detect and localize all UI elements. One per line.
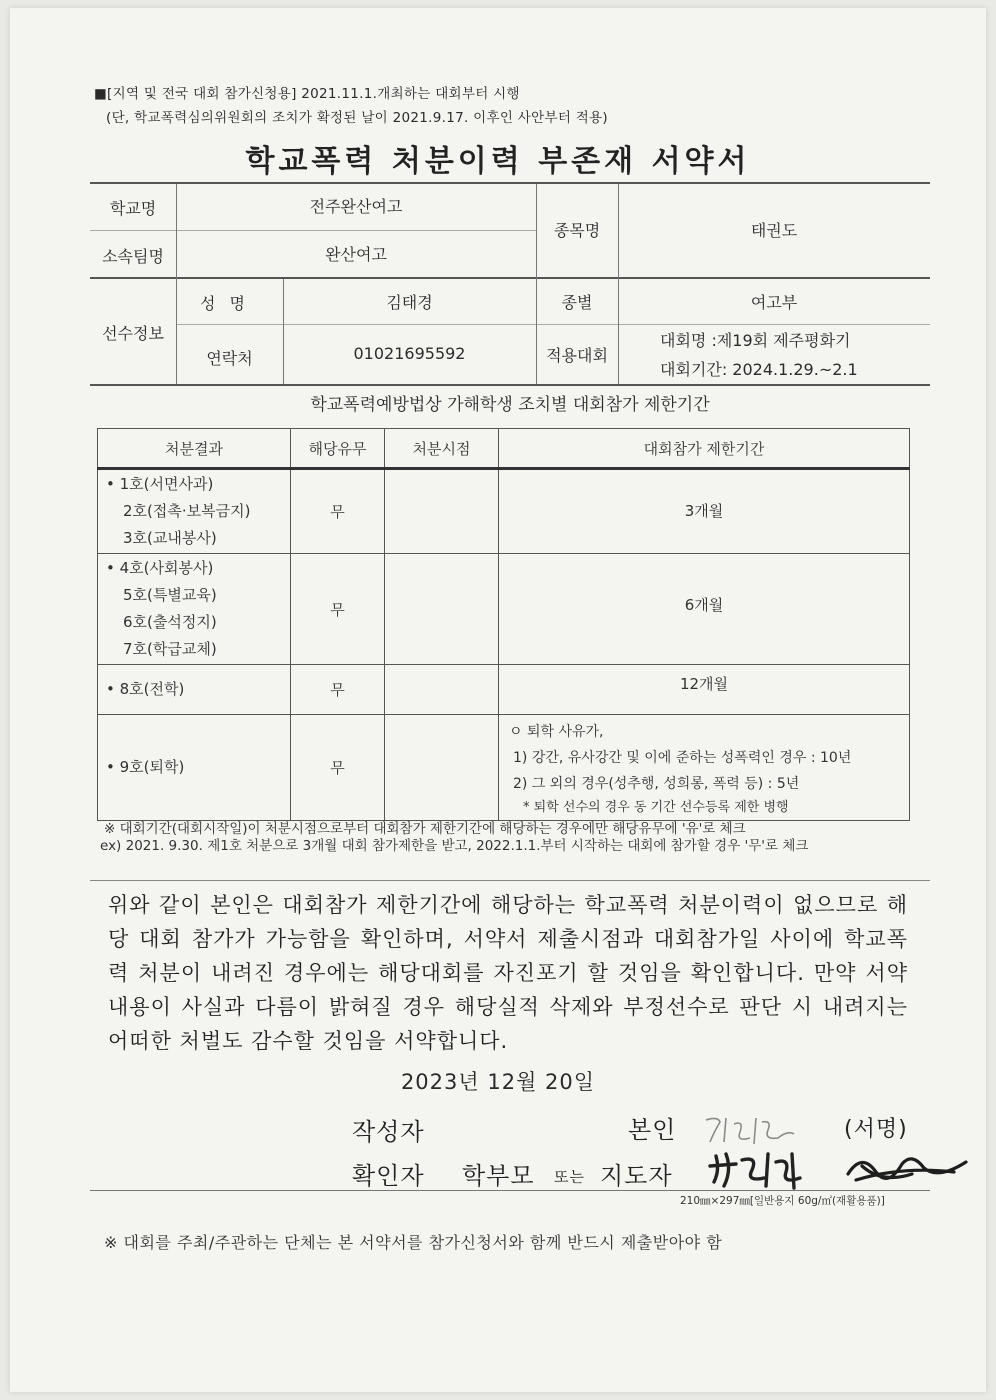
label-applied-event: 적용대회 bbox=[546, 346, 608, 365]
table-row bbox=[98, 554, 910, 665]
header-notice-line2: (단, 학교폭력심의위원회의 조치가 확정된 날이 2021.9.17. 이후인 사안부터 적용) bbox=[106, 110, 608, 126]
value-team: 완산여고 bbox=[325, 245, 387, 264]
label-contact: 연락처 bbox=[206, 349, 253, 368]
label-school: 학교명 bbox=[109, 199, 157, 218]
header-notice-line1: ■[지역 및 전국 대회 참가신청용] 2021.11.1.개최하는 대회부터 시행 bbox=[94, 86, 520, 102]
author-label: 작성자 bbox=[352, 1118, 425, 1146]
table-bottom-border bbox=[90, 384, 930, 386]
measure-cell: • 8호(전학) bbox=[98, 665, 291, 715]
row-divider bbox=[90, 230, 536, 231]
footnote-mark: ※ 대회기간(대회시작일)이 처분시점으로부터 대회참가 제한기간에 해당하는 경우에만 해당유무에 '유'로 체크 bbox=[104, 821, 746, 837]
self-label: 본인 bbox=[628, 1116, 677, 1144]
table-row bbox=[98, 715, 910, 821]
value-event-period: 대회기간: 2024.1.29.~2.1 bbox=[660, 360, 858, 379]
col-header: 처분시점 bbox=[385, 429, 499, 469]
submission-note: ※ 대회를 주최/주관하는 단체는 본 서약서를 참가신청서와 함께 반드시 제출받아야 함 bbox=[104, 1233, 723, 1252]
measure-cell: • 4호(사회봉사) 5호(특별교육) 6호(출석정지) 7호(학급교체) bbox=[98, 554, 291, 665]
measure-cell: • 9호(퇴학) bbox=[98, 715, 291, 821]
period-cell: 3개월 bbox=[499, 469, 910, 554]
applicable-cell: 무 bbox=[291, 715, 385, 821]
applicable-cell: 무 bbox=[291, 469, 385, 554]
applicable-cell: 무 bbox=[291, 665, 385, 715]
confirmer-label: 확인자 bbox=[352, 1162, 425, 1190]
value-school: 전주완산여고 bbox=[309, 197, 403, 216]
value-sport: 태권도 bbox=[750, 221, 798, 240]
parent-label: 학부모 bbox=[462, 1162, 535, 1190]
label-sport: 종목명 bbox=[553, 221, 601, 240]
value-contact: 01021695592 bbox=[353, 344, 466, 363]
pledge-date: 2023년 12월 20일 bbox=[400, 1070, 596, 1094]
date-cell bbox=[385, 715, 499, 821]
document-title: 학교폭력 처분이력 부존재 서약서 bbox=[245, 144, 751, 179]
label-athlete-info: 선수정보 bbox=[102, 324, 164, 343]
period-cell: 12개월 bbox=[499, 665, 910, 715]
label-category: 종별 bbox=[561, 293, 593, 312]
restriction-subtitle: 학교폭력예방법상 가해학생 조치별 대회참가 제한기간 bbox=[310, 395, 710, 415]
applicable-cell: 무 bbox=[291, 554, 385, 665]
signature-mark-label: (서명) bbox=[844, 1117, 908, 1142]
value-name: 김태경 bbox=[386, 293, 433, 312]
measure-cell: • 1호(서면사과) 2호(접촉·보복금지) 3호(교내봉사) bbox=[98, 469, 291, 554]
table-row bbox=[98, 665, 910, 715]
restriction-table bbox=[97, 428, 910, 821]
section-divider bbox=[90, 880, 930, 881]
row-divider bbox=[90, 277, 930, 279]
coach-label: 지도자 bbox=[600, 1162, 673, 1190]
value-event-name: 대회명 :제19회 제주평화기 bbox=[660, 331, 851, 350]
period-cell: ㅇ 퇴학 사유가, 1) 강간, 유사강간 및 이에 준하는 성폭력인 경우 : 10년 2) 그 외의 경우(성추행, 성희롱, 폭력 등) : 5년 * 퇴학 선수의 경우 동 기간 선수등록 제한 병행 bbox=[499, 715, 910, 821]
row-divider bbox=[176, 324, 930, 325]
pledge-paragraph: 위와 같이 본인은 대회참가 제한기간에 해당하는 학교폭력 처분이력이 없으므로 해당 대회 참가가 가능함을 확인하며, 서약서 제출시점과 대회참가일 사이에 학교폭력 처분이 내려진 경우에는 해당대회를 자진포기 할 것임을 확인합니다. 만약 서약내용이 사실과 다름이 밝혀질 경우 해당실적 삭제와 부정선수로 판단 시 내려지는 어떠한 처벌도 감수할 것임을 서약합니다. bbox=[108, 893, 908, 1053]
date-cell bbox=[385, 554, 499, 665]
footer-divider bbox=[90, 1190, 930, 1191]
col-header: 해당유무 bbox=[291, 429, 385, 469]
col-header: 대회참가 제한기간 bbox=[499, 429, 910, 469]
or-label: 또는 bbox=[554, 1168, 585, 1186]
date-cell bbox=[385, 469, 499, 554]
table-header-row bbox=[98, 429, 910, 469]
col-header: 처분결과 bbox=[98, 429, 291, 469]
label-team: 소속팀명 bbox=[102, 247, 164, 266]
table-row bbox=[98, 469, 910, 554]
date-cell bbox=[385, 665, 499, 715]
author-handwritten-name bbox=[700, 1108, 810, 1152]
paper-spec: 210㎜×297㎜[일반용지 60g/㎡(재활용품)] bbox=[680, 1195, 885, 1207]
col-divider bbox=[618, 184, 619, 384]
value-category: 여고부 bbox=[750, 293, 798, 312]
period-cell: 6개월 bbox=[499, 554, 910, 665]
footnote-example: ex) 2021. 9.30. 제1호 처분으로 3개월 대회 참가제한을 받고, 2022.1.1.부터 시작하는 대회에 참가할 경우 '무'로 체크 bbox=[100, 838, 809, 854]
table-top-border bbox=[90, 182, 930, 184]
label-name: 성명 bbox=[200, 294, 259, 313]
